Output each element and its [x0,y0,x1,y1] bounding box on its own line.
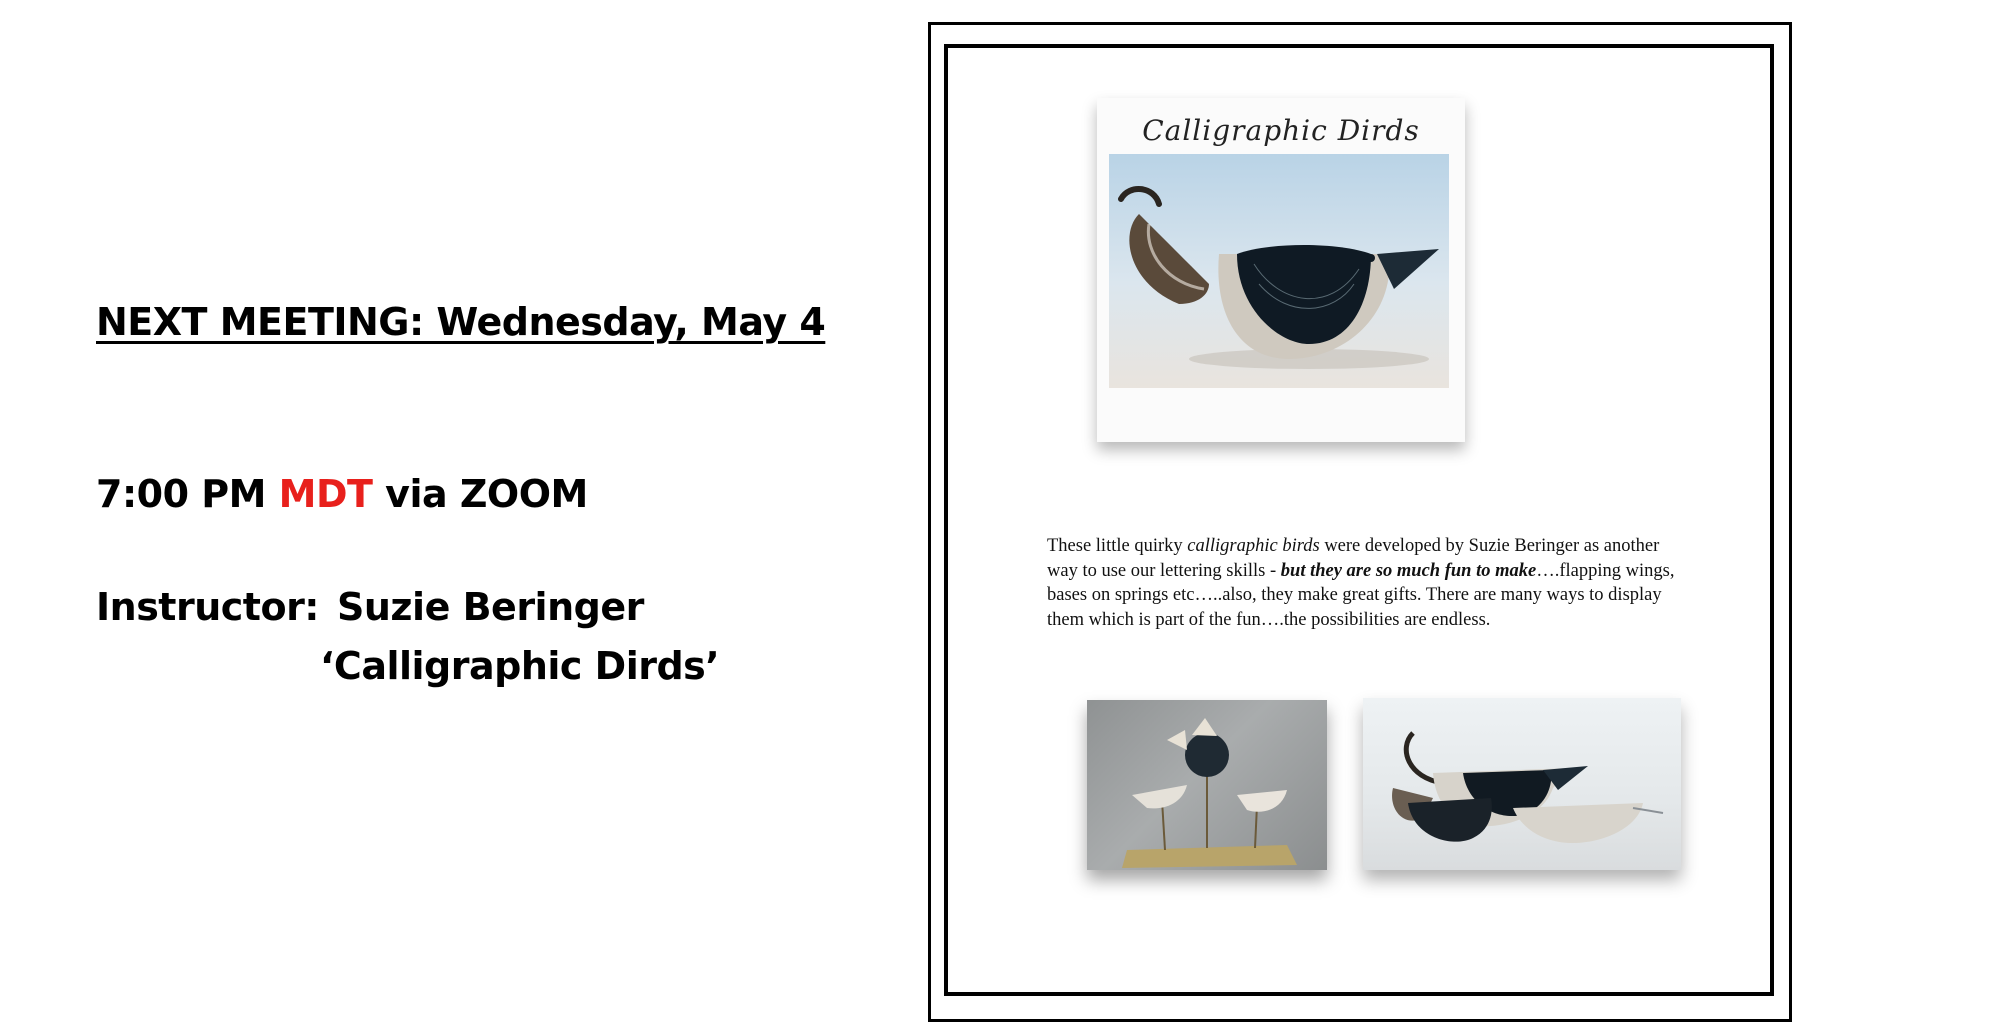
hero-image-card [1097,98,1465,442]
via-zoom: via ZOOM [385,472,588,516]
instructor-line [96,585,644,629]
desc-text-2: were developed by Suzie Beringer as another way to use our lettering skills - [1047,536,1660,581]
bird-pair-illustration [1363,698,1681,870]
instructor-name: Suzie Beringer [337,585,644,629]
bird-illustration [1109,154,1449,388]
hero-bird-photo [1109,154,1449,388]
bird-pair-photo [1363,698,1681,870]
hero-title: Calligraphic Dirds [1142,114,1420,147]
meeting-time [96,472,588,516]
desc-bold-italic: but they are so much fun to make [1280,560,1537,581]
description-paragraph [1047,534,1687,632]
timezone: MDT [278,472,373,516]
time-value: 7:00 PM [96,472,266,516]
desc-text-3: ….flapping wings, bases on springs etc…..also, they make great gifts. There are many ways to display them which is part of the fun….the possibilities are endless. [1047,560,1675,630]
flyer-description [1047,534,1687,632]
birds-on-base-photo [1087,700,1327,870]
class-title: ‘Calligraphic Dirds’ [320,644,720,688]
instructor-label: Instructor: [96,585,320,629]
birds-on-base-illustration [1087,700,1327,870]
desc-text-1: These little quirky [1047,536,1188,556]
desc-italic: calligraphic birds [1187,536,1320,556]
next-meeting-heading: NEXT MEETING: Wednesday, May 4 [96,300,826,344]
